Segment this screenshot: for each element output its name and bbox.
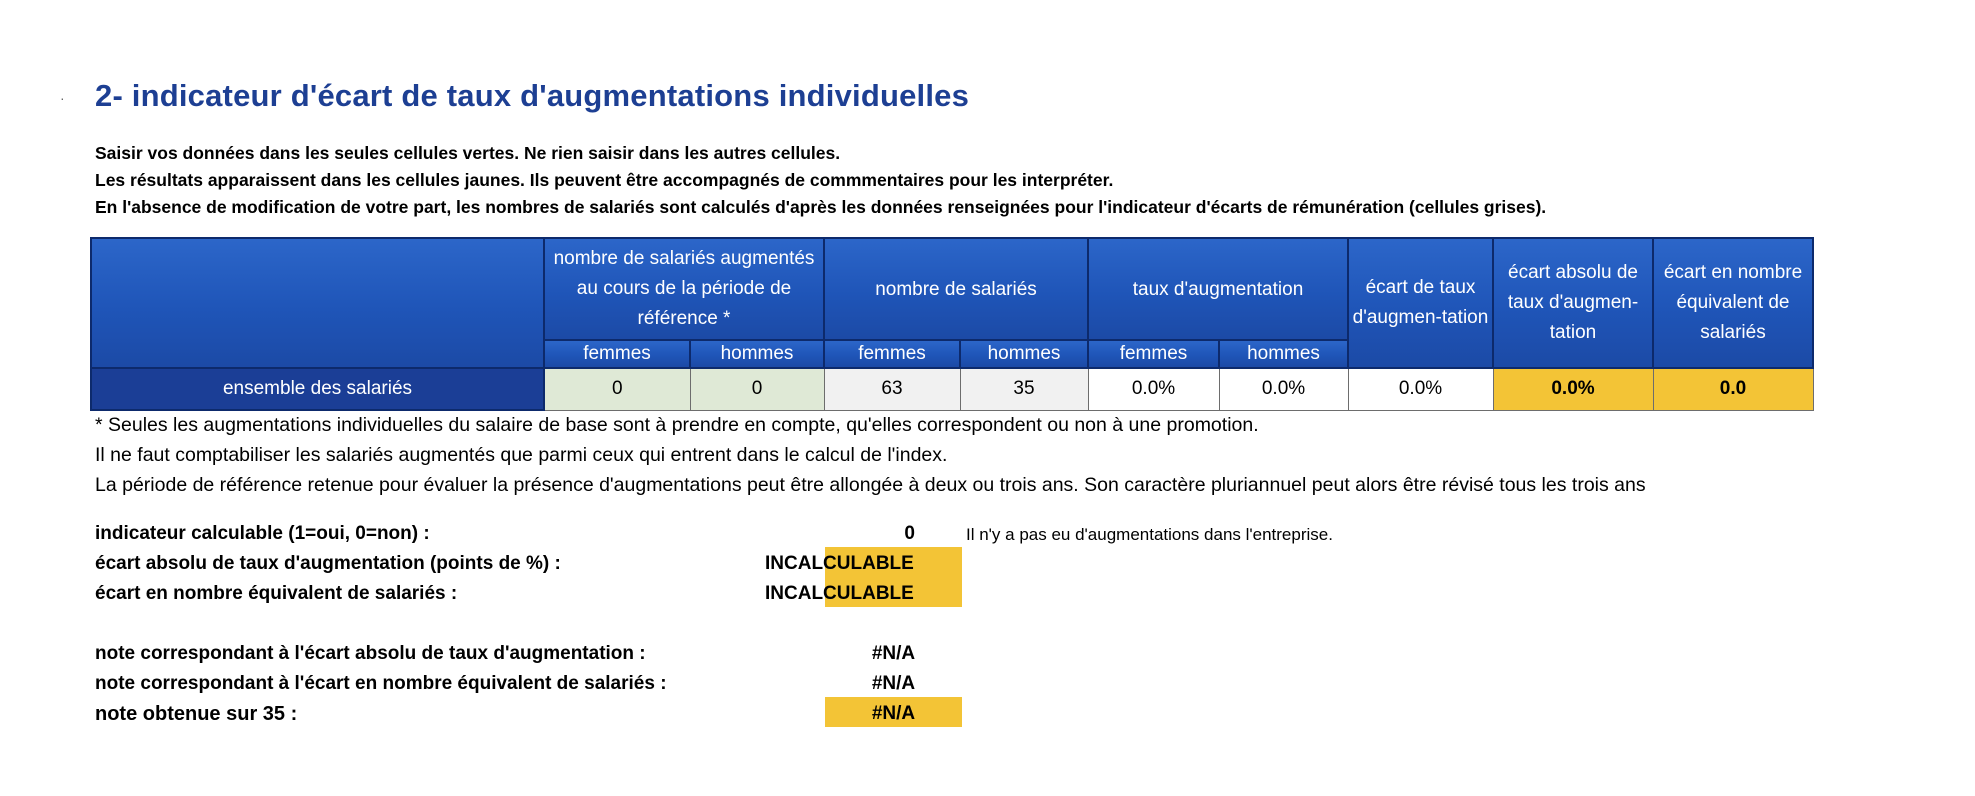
ecart-absolu-value: INCALCULABLE <box>765 553 914 574</box>
indicator-table <box>90 237 1814 411</box>
header-ecart-nombre: écart en nombre équivalent de salariés <box>1653 238 1813 368</box>
scan-mark: · <box>60 90 65 106</box>
note-totale-label: note obtenue sur 35 : <box>95 703 298 725</box>
subheader-hommes: hommes <box>690 340 824 368</box>
subheader-femmes: femmes <box>824 340 960 368</box>
header-ecart-absolu: écart absolu de taux d'augmen-tation <box>1493 238 1653 368</box>
header-ecart-taux: écart de taux d'augmen-tation <box>1348 238 1493 368</box>
instruction-line: Saisir vos données dans les seules cellules vertes. Ne rien saisir dans les autres cellules. <box>95 143 841 163</box>
cell-taux-femmes: 0.0% <box>1088 368 1219 410</box>
subheader-femmes: femmes <box>1088 340 1219 368</box>
footnote-line: * Seules les augmentations individuelles du salaire de base sont à prendre en compte, qu'elles correspondent ou non à une promotion. <box>95 414 1259 436</box>
header-taux-augmentation: taux d'augmentation <box>1088 238 1348 340</box>
row-label-ensemble: ensemble des salariés <box>91 368 544 410</box>
input-augmentes-hommes[interactable]: 0 <box>690 368 824 410</box>
note-ecart-absolu-label: note correspondant à l'écart absolu de taux d'augmentation : <box>95 643 646 664</box>
subheader-femmes: femmes <box>544 340 690 368</box>
subheader-hommes: hommes <box>960 340 1088 368</box>
header-augmentes: nombre de salariés augmentés au cours de la période de référence * <box>544 238 824 340</box>
footnotes <box>95 410 1646 500</box>
input-augmentes-femmes[interactable]: 0 <box>544 368 690 410</box>
calculable-value: 0 <box>904 523 915 544</box>
calculable-label: indicateur calculable (1=oui, 0=non) : <box>95 523 430 544</box>
footnote-line: Il ne faut comptabiliser les salariés augmentés que parmi ceux qui entrent dans le calcul de l'index. <box>95 444 948 466</box>
cell-ecart-taux: 0.0% <box>1348 368 1493 410</box>
cell-taux-hommes: 0.0% <box>1219 368 1348 410</box>
cell-nombre-femmes[interactable]: 63 <box>824 368 960 410</box>
result-ecart-nombre: 0.0 <box>1653 368 1813 410</box>
table-row <box>91 368 1813 410</box>
ecart-absolu-label: écart absolu de taux d'augmentation (points de %) : <box>95 553 561 574</box>
header-empty <box>91 238 544 368</box>
header-nombre-salaries: nombre de salariés <box>824 238 1088 340</box>
page-title: 2- indicateur d'écart de taux d'augmentations individuelles <box>95 78 970 113</box>
ecart-nombre-label: écart en nombre équivalent de salariés : <box>95 583 458 604</box>
note-ecart-nombre-value: #N/A <box>871 673 916 694</box>
result-ecart-absolu: 0.0% <box>1493 368 1653 410</box>
note-ecart-nombre-label: note correspondant à l'écart en nombre équivalent de salariés : <box>95 673 667 694</box>
footnote-line: La période de référence retenue pour évaluer la présence d'augmentations peut être allongée à deux ou trois ans. Son caractère pluriannuel peut alors être révisé tous les trois ans <box>95 474 1646 496</box>
cell-nombre-hommes[interactable]: 35 <box>960 368 1088 410</box>
calculable-comment: Il n'y a pas eu d'augmentations dans l'entreprise. <box>966 525 1333 544</box>
instructions <box>95 140 1546 221</box>
instruction-line: Les résultats apparaissent dans les cellules jaunes. Ils peuvent être accompagnés de commmentaires pour les interpréter. <box>95 170 1114 190</box>
subheader-hommes: hommes <box>1219 340 1348 368</box>
ecart-nombre-value: INCALCULABLE <box>765 583 914 604</box>
instruction-line: En l'absence de modification de votre part, les nombres de salariés sont calculés d'après les données renseignées pour l'indicateur d'écarts de rémunération (cellules grises). <box>95 197 1547 217</box>
note-totale-value: #N/A <box>871 703 916 724</box>
note-ecart-absolu-value: #N/A <box>871 643 916 664</box>
